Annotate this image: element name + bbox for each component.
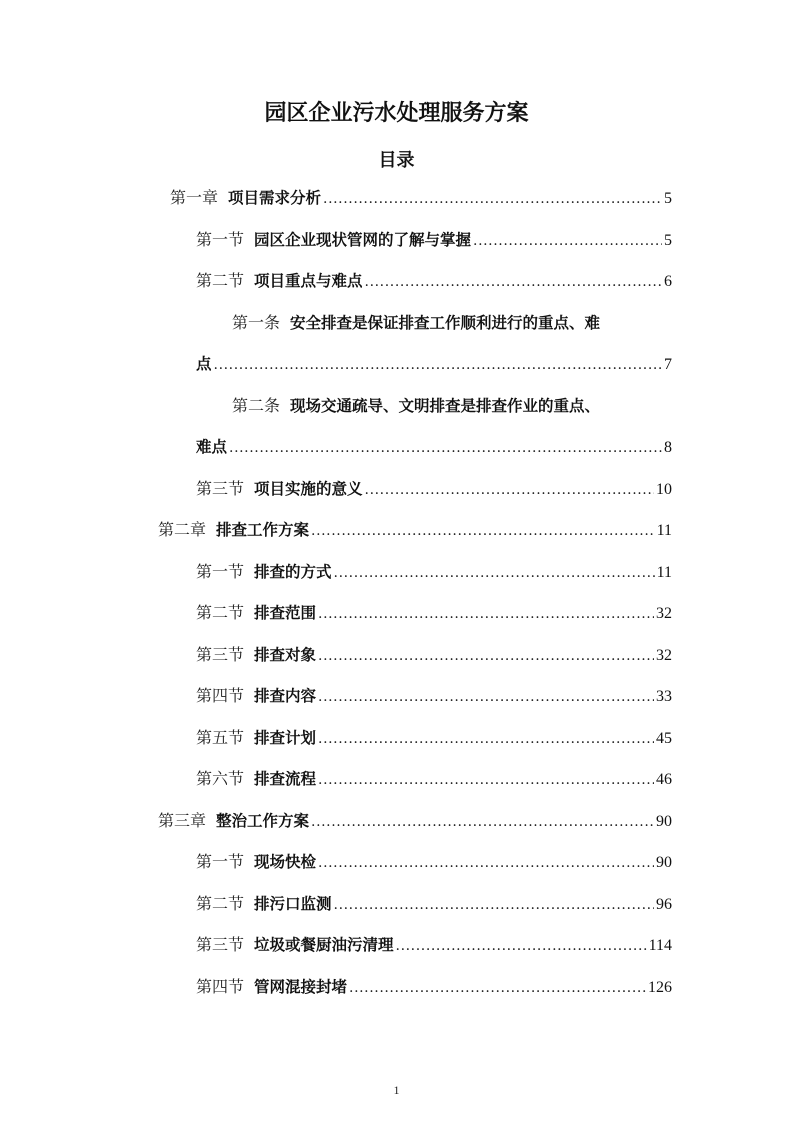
toc-leader-dots <box>334 562 655 584</box>
toc-entry-page: 126 <box>648 979 672 996</box>
toc-leader-dots <box>365 271 662 293</box>
toc-entry-page: 6 <box>664 273 672 290</box>
toc-entry-section[interactable] <box>196 602 672 624</box>
toc-leader-dots <box>229 437 662 459</box>
toc-leader-dots <box>311 811 654 833</box>
toc-entry-section[interactable] <box>196 893 672 915</box>
toc-entry-page: 11 <box>656 564 672 581</box>
toc-entry-page: 96 <box>656 896 672 913</box>
toc-entry-label: 第一条 <box>232 313 281 332</box>
toc-entry-label: 第四节 <box>196 686 245 705</box>
toc-leader-dots <box>318 769 654 791</box>
toc-entry-title: 现场快检 <box>254 853 317 871</box>
toc-entry-section[interactable] <box>196 976 672 998</box>
toc-entry-title: 垃圾或餐厨油污清理 <box>254 936 394 954</box>
toc-entry-title: 管网混接封堵 <box>254 978 348 996</box>
toc-leader-dots <box>318 852 654 874</box>
toc-entry-label: 第二节 <box>196 271 245 290</box>
toc-entry-label: 第一节 <box>196 852 245 871</box>
toc-entry-article-line-1[interactable] <box>232 312 600 334</box>
toc-entry-label: 第六节 <box>196 769 245 788</box>
toc-leader-dots <box>318 603 654 625</box>
toc-entry-label: 第三节 <box>196 935 245 954</box>
toc-entry-section[interactable] <box>196 561 672 583</box>
toc-leader-dots <box>334 894 654 916</box>
toc-entry-page: 5 <box>664 190 672 207</box>
toc-entry-section[interactable] <box>196 851 672 873</box>
toc-entry-page: 7 <box>664 356 672 373</box>
toc-entry-page: 90 <box>656 854 672 871</box>
toc-entry-page: 32 <box>656 605 672 622</box>
toc-entry-title-continued: 难点 <box>196 438 228 456</box>
toc-entry-title: 排污口监测 <box>254 895 332 913</box>
toc-entry-page: 8 <box>664 439 672 456</box>
toc-entry-label: 第二条 <box>232 396 281 415</box>
toc-entry-label: 第五节 <box>196 728 245 747</box>
toc-entry-title: 园区企业现状管网的了解与掌握 <box>254 231 472 249</box>
toc-leader-dots <box>214 354 662 376</box>
toc-entry-chapter-2[interactable] <box>158 519 672 541</box>
document-title: 园区企业污水处理服务方案 <box>264 101 529 126</box>
toc-entry-section[interactable] <box>196 768 672 790</box>
toc-leader-dots <box>323 188 662 210</box>
toc-entry-section[interactable] <box>196 685 672 707</box>
toc-entry-label: 第二章 <box>158 520 207 539</box>
toc-entry-title: 排查计划 <box>254 729 317 747</box>
toc-entry-chapter-1[interactable] <box>170 187 672 209</box>
toc-leader-dots <box>365 479 654 501</box>
toc-entry-page: 46 <box>656 771 672 788</box>
toc-entry-title: 排查对象 <box>254 646 317 664</box>
toc-entry-title: 项目实施的意义 <box>254 480 363 498</box>
toc-entry-page: 5 <box>664 232 672 249</box>
toc-entry-article-line-2[interactable] <box>196 436 672 458</box>
toc-entry-chapter-3[interactable] <box>158 810 672 832</box>
toc-entry-title: 排查工作方案 <box>216 521 310 539</box>
toc-entry-page: 45 <box>656 730 672 747</box>
toc-entry-label: 第二节 <box>196 894 245 913</box>
toc-entry-title: 排查范围 <box>254 604 317 622</box>
toc-entry-page: 11 <box>656 522 672 539</box>
toc-entry-title: 安全排查是保证排查工作顺利进行的重点、难 <box>290 314 601 332</box>
toc-entry-title-continued: 点 <box>196 355 212 373</box>
toc-entry-article-line-2[interactable] <box>196 353 672 375</box>
page-number: 1 <box>393 1083 400 1097</box>
toc-entry-section[interactable] <box>196 934 672 956</box>
toc-leader-dots <box>318 645 654 667</box>
toc-entry-label: 第二节 <box>196 603 245 622</box>
toc-heading: 目录 <box>378 150 415 171</box>
toc-leader-dots <box>473 230 662 252</box>
toc-entry-section[interactable] <box>196 644 672 666</box>
toc-entry-page: 90 <box>656 813 672 830</box>
toc-entry-page: 32 <box>656 647 672 664</box>
toc-entry-label: 第一章 <box>170 188 219 207</box>
toc-entry-title: 排查内容 <box>254 687 317 705</box>
toc-entry-label: 第三章 <box>158 811 207 830</box>
toc-entry-title: 整治工作方案 <box>216 812 310 830</box>
toc-leader-dots <box>396 935 647 957</box>
toc-entry-label: 第三节 <box>196 645 245 664</box>
toc-entry-title: 项目需求分析 <box>228 189 322 207</box>
toc-entry-label: 第一节 <box>196 230 245 249</box>
toc-entry-title: 现场交通疏导、文明排查是排查作业的重点、 <box>290 397 601 415</box>
toc-leader-dots <box>318 686 654 708</box>
toc-entry-title: 排查的方式 <box>254 563 332 581</box>
toc-entry-page: 33 <box>656 688 672 705</box>
toc-entry-label: 第三节 <box>196 479 245 498</box>
toc-entry-page: 10 <box>656 481 672 498</box>
toc-entry-section[interactable] <box>196 270 672 292</box>
toc-entry-title: 排查流程 <box>254 770 317 788</box>
toc-entry-page: 114 <box>648 937 672 954</box>
toc-leader-dots <box>311 520 655 542</box>
toc-entry-label: 第四节 <box>196 977 245 996</box>
toc-entry-article-line-1[interactable] <box>232 395 600 417</box>
toc-entry-section[interactable] <box>196 229 672 251</box>
toc-entry-section[interactable] <box>196 727 672 749</box>
toc-entry-label: 第一节 <box>196 562 245 581</box>
toc-entry-section[interactable] <box>196 478 672 500</box>
toc-leader-dots <box>318 728 654 750</box>
toc-entry-title: 项目重点与难点 <box>254 272 363 290</box>
toc-leader-dots <box>349 977 646 999</box>
